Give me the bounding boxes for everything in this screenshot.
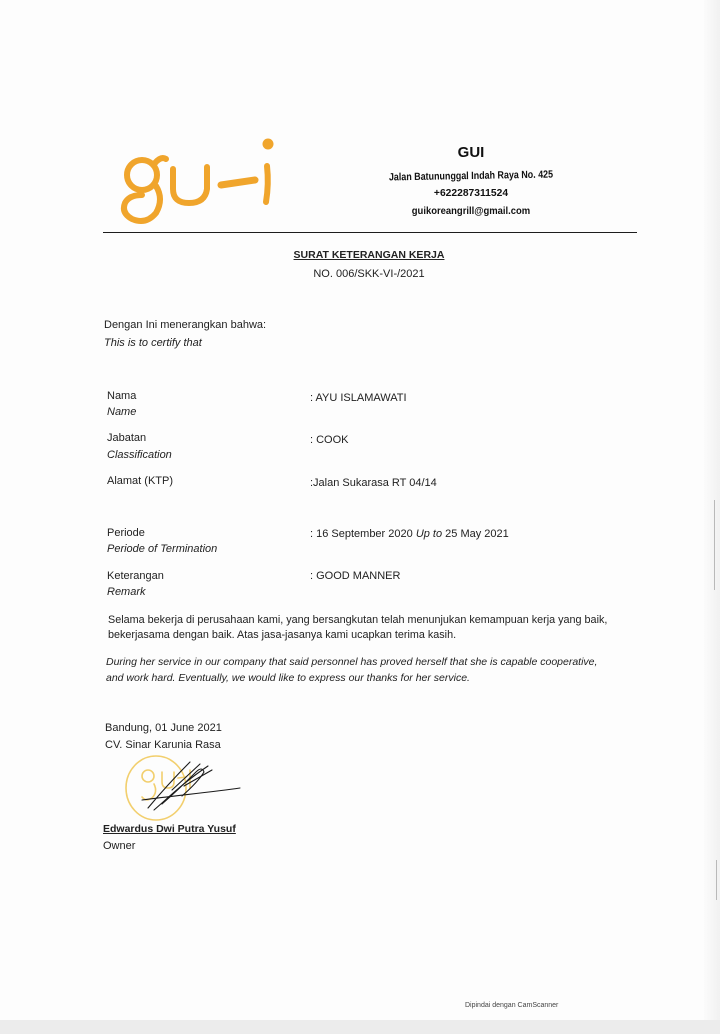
- company-email: guikoreangrill@gmail.com: [411, 205, 531, 217]
- header-rule: [103, 232, 637, 233]
- document-number: NO. 006/SKK-VI-/2021: [313, 268, 425, 280]
- field-label-classification-en: Classification: [107, 449, 172, 461]
- field-value-remark: : GOOD MANNER: [310, 570, 401, 582]
- field-value-name: : AYU ISLAMAWATI: [310, 392, 407, 404]
- statement-id-line-2: bekerjasama dengan baik. Atas jasa-jasanya kami ucapkan terima kasih.: [108, 629, 457, 641]
- field-label-alamat: Alamat (KTP): [107, 475, 174, 487]
- company-logo: [115, 132, 285, 232]
- field-label-keterangan: Keterangan: [107, 570, 164, 582]
- field-label-remark-en: Remark: [107, 586, 146, 598]
- period-end: 25 May 2021: [445, 528, 509, 540]
- scan-mark: [716, 860, 717, 900]
- field-value-period: [310, 527, 509, 541]
- field-value-classification: : COOK: [310, 434, 349, 446]
- intro-en: This is to certify that: [104, 337, 202, 349]
- closing-company: CV. Sinar Karunia Rasa: [105, 739, 221, 751]
- intro-id: Dengan Ini menerangkan bahwa:: [104, 319, 267, 331]
- period-start: : 16 September 2020: [310, 528, 413, 540]
- scan-mark: [714, 500, 715, 590]
- statement-en-line-1: During her service in our company that said personnel has proved herself that she is capable cooperative,: [106, 656, 598, 668]
- statement-id-line-1: Selama bekerja di perusahaan kami, yang bersangkutan telah menunjukan kemampuan kerja yang baik,: [108, 614, 608, 626]
- company-name: GUI: [457, 144, 485, 161]
- place-date: Bandung, 01 June 2021: [105, 722, 222, 734]
- statement-en-line-2: and work hard. Eventually, we would like to express our thanks for her service.: [106, 672, 470, 684]
- company-address: Jalan Batununggal Indah Raya No. 425: [388, 168, 554, 184]
- field-label-name-en: Name: [107, 406, 137, 418]
- field-label-periode-en: Periode of Termination: [107, 543, 218, 555]
- scanner-watermark: Dipindai dengan CamScanner: [465, 1002, 559, 1009]
- document-title-text: SURAT KETERANGAN KERJA: [293, 249, 445, 261]
- company-phone: +622287311524: [433, 187, 509, 199]
- field-value-address: :Jalan Sukarasa RT 04/14: [310, 477, 437, 489]
- field-label-nama: Nama: [107, 390, 137, 402]
- scan-bottom-band: [0, 1020, 720, 1034]
- signer-role: Owner: [103, 840, 136, 852]
- period-connector: Up to: [415, 528, 443, 540]
- field-label-jabatan: Jabatan: [107, 432, 147, 444]
- signature-stamp: [112, 752, 252, 822]
- signer-name: Edwardus Dwi Putra Yusuf: [103, 823, 236, 835]
- document-title: [219, 248, 519, 262]
- scan-edge: [704, 0, 720, 1020]
- field-label-periode: Periode: [107, 527, 145, 539]
